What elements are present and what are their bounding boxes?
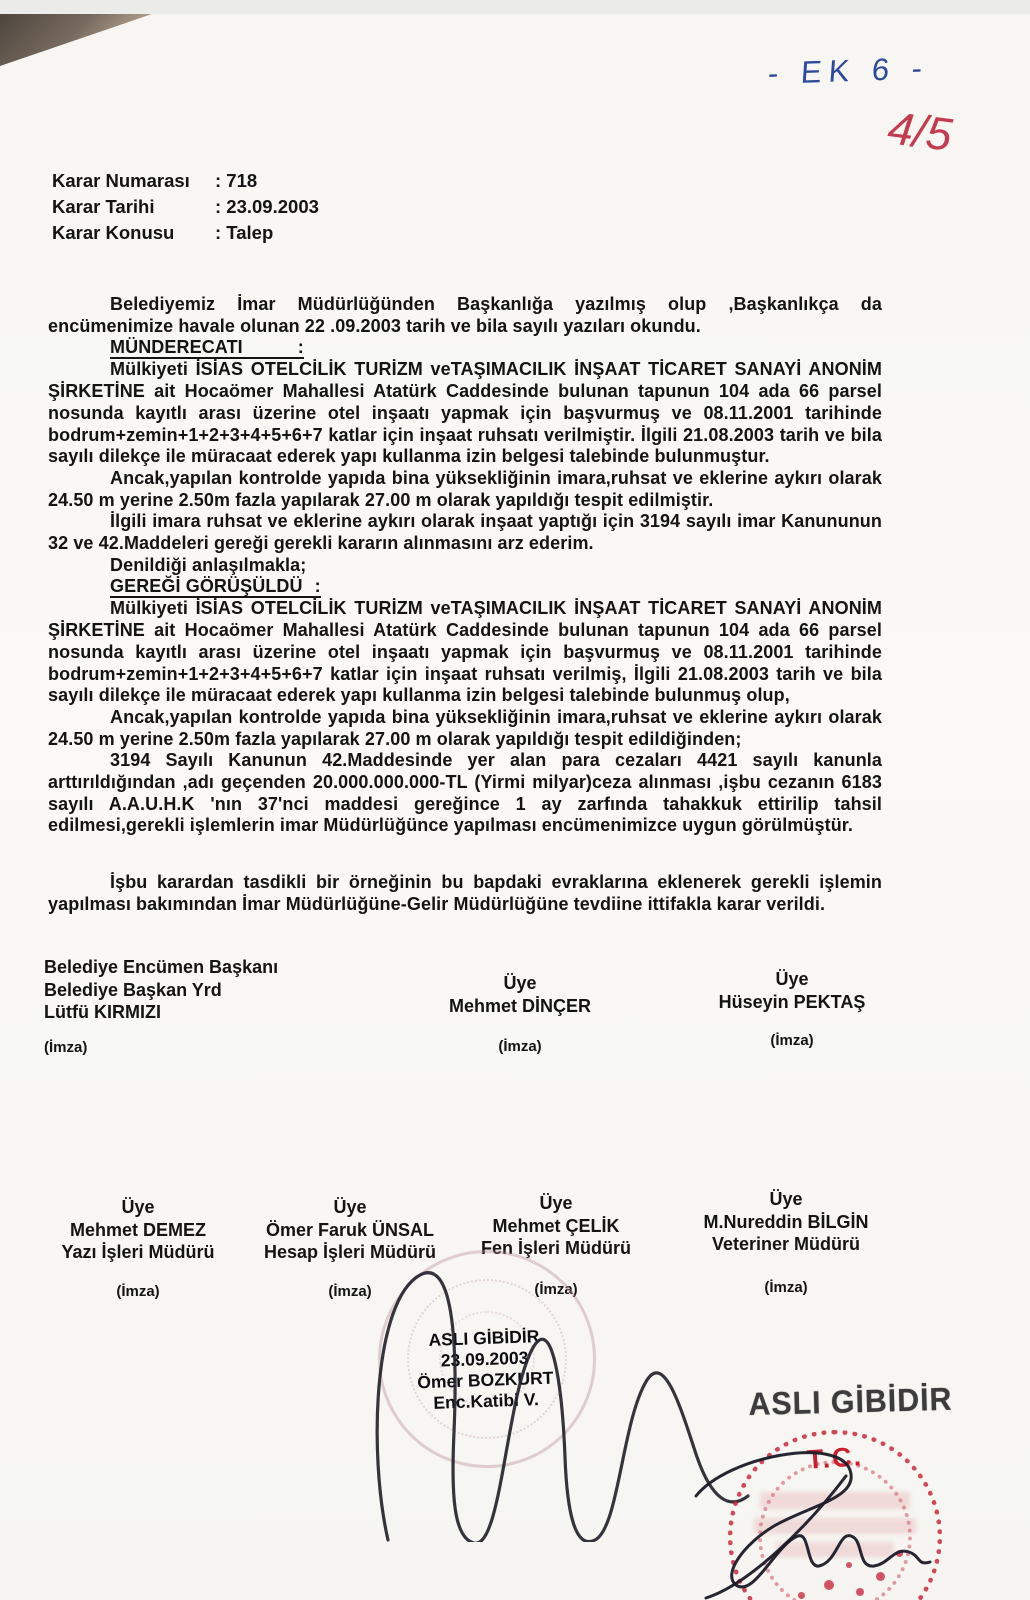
heading-colon: :	[297, 337, 304, 358]
meta-label: Karar Konusu	[52, 222, 175, 243]
signer-name: M.Nureddin BİLGİN	[703, 1211, 869, 1232]
signer-title: Yazı İşleri Müdürü	[61, 1242, 215, 1262]
paragraph: Ancak,yapılan kontrolde yapıda bina yüksekliğinin imara,ruhsat ve eklerine aykırı olarak 24.50 m yerine 2.50m fazla yapılarak 27.00 m olarak yapıldığı tespit edildiğinden;	[48, 706, 882, 749]
decision-body	[48, 294, 882, 916]
meta-row-number	[52, 168, 319, 194]
meta-value: : Talep	[215, 222, 274, 243]
signer-title: Hesap İşleri Müdürü	[263, 1242, 437, 1262]
imza-placeholder: (İmza)	[116, 1282, 160, 1300]
imza-placeholder: (İmza)	[764, 1278, 808, 1296]
imza-placeholder: (İmza)	[44, 1038, 88, 1056]
signer-name: Mehmet ÇELİK	[492, 1215, 620, 1236]
paragraph: Denildiği anlaşılmakla;	[110, 554, 307, 575]
heading-label: MÜNDERECATI	[110, 337, 243, 358]
signer-title: Belediye Encümen Başkanı	[44, 957, 279, 977]
seal-dot	[798, 1592, 805, 1599]
paragraph: 3194 Sayılı Kanunun 42.Maddesinde yer alan para cezaları 4421 sayılı kanunla arttırıldığından ,adı geçenden 20.000.000.000-TL (Yirmi milyar)ceza alınması ,işbu cezanın 6183 sayılı A.A.U.H.K 'nın 37'nci maddesi gereğince 1 ay zarfında tahakkuk ettirilip tahsil edilmesi,gerekli işlemlerin imar Müdürlüğünce yapılması encümenimizce uygun görülmüştür.	[48, 750, 882, 836]
section-heading-geregi-gorusuldu	[48, 576, 882, 598]
seal-illegible-text	[754, 1518, 916, 1534]
signer-title: Üye	[503, 973, 537, 993]
paragraph: Mülkiyeti İSİAS OTELCİLİK TURİZM veTAŞIMACILIK İNŞAAT TİCARET SANAYİ ANONİM ŞİRKETİNE ait Hocaömer Mahallesi Atatürk Caddesinde bulunan tapunun 104 ada 66 parsel nosunda kayıtlı arası üzerine otel inşaatı yapmak için başvurmuş ve 08.11.2001 tarihinde bodrum+zemin+1+2+3+4+5+6+7 katlar için inşaat ruhsatı verilmiş, İlgili 21.08.2003 tarih ve bila sayılı dilekçe ile müracaat ederek yapı kullanma izin belgesi talebinde bulunmuş olup,	[48, 598, 882, 706]
signer-title: Üye	[333, 1197, 367, 1217]
signer-title: Üye	[775, 969, 809, 989]
seal-dot	[856, 1588, 864, 1596]
red-official-seal	[728, 1430, 942, 1600]
seal-illegible-text	[776, 1542, 894, 1557]
signer-name: Mehmet DEMEZ	[69, 1219, 206, 1240]
seal-illegible-text	[760, 1492, 910, 1509]
imza-placeholder: (İmza)	[498, 1038, 542, 1055]
signature-block-member-dincer	[418, 972, 622, 1059]
handwritten-page-number: 4/5	[885, 101, 955, 161]
meta-label: Karar Numarası	[52, 170, 190, 191]
stamp-line: 23.09.2003	[440, 1347, 529, 1371]
signer-name: Mehmet DİNÇER	[448, 995, 591, 1016]
seal-dot	[824, 1580, 834, 1590]
paragraph-closing: İşbu karardan tasdikli bir örneğinin bu bapdaki evraklarına eklenerek gerekli işlemin yapılması bakımından İmar Müdürlüğüne-Gelir Müdürlüğüne tevdiine ittifakla karar verildi.	[48, 872, 882, 914]
stamp-line: Enc.Katibi V.	[433, 1389, 540, 1413]
signer-title: Üye	[539, 1193, 573, 1213]
signer-title: Veteriner Müdürü	[711, 1234, 861, 1254]
signer-title: Üye	[121, 1197, 155, 1217]
meta-value: : 23.09.2003	[215, 196, 319, 217]
seal-dot	[896, 1550, 903, 1557]
stamp-line: ASLI GİBİDİR	[428, 1326, 540, 1350]
imza-placeholder: (İmza)	[534, 1280, 578, 1298]
paragraph: Mülkiyeti İSİAS OTELCİLİK TURİZM veTAŞIMACILIK İNŞAAT TİCARET SANAYİ ANONİM ŞİRKETİNE ait Hocaömer Mahallesi Atatürk Caddesinde bulunan tapunun 104 ada 66 parsel nosunda kayıtlı arası üzerine otel inşaatı yapmak için başvurmuş ve 08.11.2001 tarihinde bodrum+zemin+1+2+3+4+5+6+7 katlar için inşaat ruhsatı verilmiştir. İlgili 21.08.2003 tarih ve bila sayılı dilekçe ile müracaat ederek yapı kullanma izin belgesi talebinde bulunmuştur.	[48, 359, 882, 467]
section-heading-munderecat	[48, 337, 882, 359]
signer-name: Ömer Faruk ÜNSAL	[265, 1219, 435, 1240]
meta-value: : 718	[215, 170, 258, 191]
seal-dot	[846, 1562, 852, 1568]
decision-meta-block	[52, 168, 319, 246]
paragraph-intro: Belediyemiz İmar Müdürlüğünden Başkanlığa yazılmış olup ,Başkanlıkça da encümenimize havale olunan 22 .09.2003 tarih ve bila sayılı yazıları okundu.	[48, 294, 882, 336]
meta-row-subject	[52, 220, 319, 246]
certified-copy-stamp-text	[379, 1324, 592, 1415]
signature-block-chairman	[44, 956, 278, 1059]
heading-colon: :	[314, 576, 321, 597]
signer-name: Lütfü KIRMIZI	[44, 1002, 161, 1022]
stamp-line: Ömer BOZKURT	[416, 1367, 554, 1393]
handwritten-attachment-note: - EK 6 -	[766, 50, 931, 92]
signature-block-member-bilgin	[682, 1188, 890, 1299]
imza-placeholder: (İmza)	[328, 1282, 372, 1300]
heading-label: GEREĞİ GÖRÜŞÜLDÜ	[110, 576, 303, 597]
imza-placeholder: (İmza)	[770, 1032, 814, 1049]
signature-block-member-demez	[40, 1196, 236, 1303]
paragraph: İlgili imara ruhsat ve eklerine aykırı olarak inşaat yaptığı için 3194 sayılı imar Kanununun 32 ve 42.Maddeleri gereği gerekli kararın alınmasını arz ederim.	[48, 511, 882, 554]
meta-label: Karar Tarihi	[52, 196, 155, 217]
scan-corner-artifact	[0, 14, 152, 66]
signature-block-member-pektas	[690, 968, 894, 1053]
signer-title: Belediye Başkan Yrd	[44, 979, 222, 1000]
seal-tc-text: T.C.	[805, 1441, 864, 1475]
signer-name: Hüseyin PEKTAŞ	[718, 991, 866, 1012]
asli-gibidir-stamp: ASLI GİBİDİR	[748, 1380, 953, 1422]
signer-title: Üye	[769, 1189, 803, 1209]
paragraph: Ancak,yapılan kontrolde yapıda bina yüksekliğinin imara,ruhsat ve eklerine aykırı olarak 24.50 m yerine 2.50m fazla yapılarak 27.00 m olarak yapıldığı tespit edilmiştir.	[48, 467, 882, 510]
meta-row-date	[52, 194, 319, 220]
seal-dot	[876, 1572, 885, 1581]
signer-title: Fen İşleri Müdürü	[480, 1238, 631, 1258]
